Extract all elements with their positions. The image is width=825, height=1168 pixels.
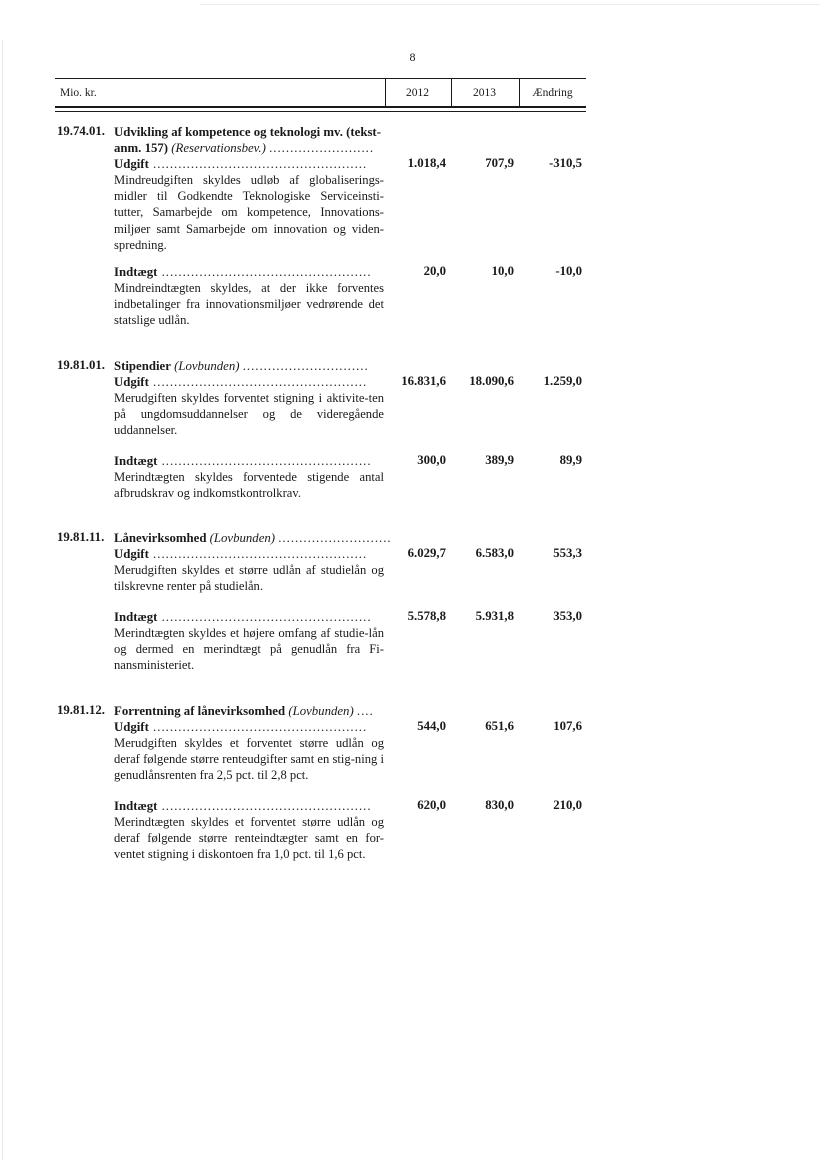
header-col-change: Ændring (532, 87, 573, 99)
row-label: Udgift ................................................... (114, 547, 368, 561)
row-description: Mindreindtægten skyldes, at der ikke forventes indbetalinger fra innovationsmiljøer vedrørende det statslige udlån. (114, 281, 384, 328)
row-label: Udgift ................................................... (114, 720, 368, 734)
row-description: Merudgiften skyldes et større udlån af studielån og tilskrevne renter på studielån. (114, 563, 384, 594)
account-number: 19.81.11. (57, 530, 105, 544)
value-2013: 6.583,0 (475, 546, 514, 560)
value-change: -10,0 (555, 264, 582, 278)
value-2012: 20,0 (423, 264, 446, 278)
value-2012: 300,0 (417, 453, 446, 467)
value-2013: 10,0 (491, 264, 514, 278)
row-label: Indtægt .................................................. (114, 610, 372, 624)
value-2013: 389,9 (485, 453, 514, 467)
value-change: 107,6 (553, 719, 582, 733)
header-bottom-rule (55, 106, 586, 108)
value-2013: 5.931,8 (475, 609, 514, 623)
entry-title-italic: (Reservationsbev.) (171, 141, 266, 155)
header-col-2012: 2012 (406, 87, 429, 99)
entry-title: Lånevirksomhed (Lovbunden) ........................... (114, 531, 392, 545)
value-2013: 830,0 (485, 798, 514, 812)
entry-title (114, 124, 396, 156)
value-2013: 651,6 (485, 719, 514, 733)
row-description: Mindreudgiften skyldes udløb af globaliserings-midler til Godkendte Teknologiske Serviceinsti-tutter, Samarbejde om kompetence, Innovations-miljøer samt Samarbejde om innovation og viden-spredning. (114, 173, 384, 252)
account-number: 19.74.01. (57, 124, 105, 138)
header-top-rule (55, 78, 586, 79)
value-change: 210,0 (553, 798, 582, 812)
account-number: 19.81.01. (57, 358, 105, 372)
value-change: 353,0 (553, 609, 582, 623)
value-2013: 18.090,6 (469, 374, 514, 388)
row-description: Merindtægten skyldes et forventet større udlån og deraf følgende større renteindtægter samt en for-ventet stigning i diskontoen fra 1,0 pct. til 1,6 pct. (114, 815, 384, 862)
header-unit: Mio. kr. (60, 87, 97, 99)
value-change: 1.259,0 (543, 374, 582, 388)
value-2012: 1.018,4 (407, 156, 446, 170)
value-change: 553,3 (553, 546, 582, 560)
entry-title-line1: Udvikling af kompetence og teknologi mv. (tekst- (114, 125, 381, 139)
value-2012: 6.029,7 (407, 546, 446, 560)
value-2012: 16.831,6 (401, 374, 446, 388)
row-label: Indtægt .................................................. (114, 265, 372, 279)
page-number: 8 (409, 50, 416, 64)
row-label: Indtægt .................................................. (114, 799, 372, 813)
row-description: Merudgiften skyldes forventet stigning i aktivite-ten på ungdomsuddannelser og de videregående uddannelser. (114, 391, 384, 438)
value-2012: 544,0 (417, 719, 446, 733)
row-description: Merudgiften skyldes et forventet større udlån og deraf følgende større renteudgifter samt en stig-ning i genudlånsrenten fra 2,5 pct. til 2,8 pct. (114, 736, 384, 783)
header-col-2013: 2013 (473, 87, 496, 99)
page-edge-left (2, 40, 3, 1160)
entry-title-bold: anm. 157) (114, 141, 169, 155)
value-2012: 5.578,8 (407, 609, 446, 623)
row-label: Indtægt .................................................. (114, 454, 372, 468)
entry-title: Stipendier (Lovbunden) .............................. (114, 359, 369, 373)
leader-dots: ......................... (269, 141, 375, 155)
entry-title: Forrentning af lånevirksomhed (Lovbunden) .... (114, 704, 374, 718)
account-number: 19.81.12. (57, 703, 105, 717)
row-description: Merindtægten skyldes forventede stigende antal afbrudskrav og indkomstkontrolkrav. (114, 470, 384, 501)
page-edge-top (200, 4, 820, 5)
value-2013: 707,9 (485, 156, 514, 170)
row-description: Merindtægten skyldes et højere omfang af studie-lån og dermed en merindtægt på genudlån fra Fi-nansministeriet. (114, 626, 384, 673)
row-label: Udgift ................................................... (114, 375, 368, 389)
value-change: -310,5 (548, 156, 582, 170)
value-change: 89,9 (559, 453, 582, 467)
row-label: Udgift ................................................... (114, 157, 368, 171)
value-2012: 620,0 (417, 798, 446, 812)
header-bottom-rule-thin (55, 111, 586, 112)
